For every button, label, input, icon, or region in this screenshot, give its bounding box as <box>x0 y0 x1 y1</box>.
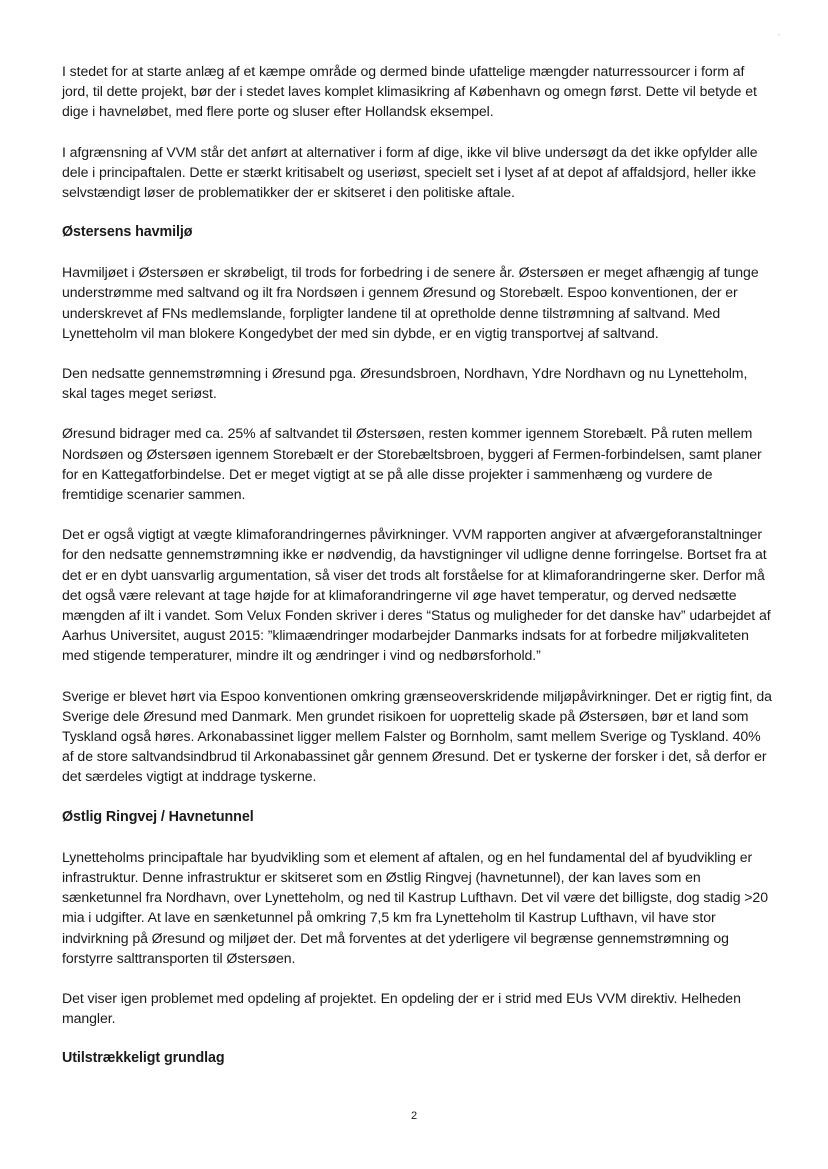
ringvej-paragraph-2: Det viser igen problemet med opdeling af projektet. En opdeling der er i strid med EUs VVM direktiv. Helheden mangler. <box>62 989 741 1027</box>
havmiljo-paragraph-4: Det er også vigtigt at vægte klimaforandringernes påvirkninger. VVM rapporten angiver at afværgeforanstaltninger for den nedsatte gennemstrømning ikke er nødvendig, da havstigninger vil udligne denne forringelse. Bortset fra at det er en dybt uansvarlig argumentation, så viser det trods alt forståelse for at klimaforandringerne sker. Derfor må det også være relevant at tage højde for at klimaforandringerne vil øge havet temperatur, og derved nedsætte mængden af ilt i vandet. Som Velux Fonden skriver i deres “Status og muligheder for det danske hav” udarbejdet af Aarhus Universitet, august 2015: ”klimaændringer modarbejder Danmarks indsats for at forbedre miljøkvaliteten med stigende temperaturer, mindre ilt og ændringer i vind og nedbørsforhold.” <box>62 526 771 664</box>
havmiljo-paragraph-3: Øresund bidrager med ca. 25% af saltvandet til Østersøen, resten kommer igennem Storebælt. På ruten mellem Nordsøen og Østersøen igennem Storebælt er der Storebæltsbroen, byggeri af Fermen-forbindelsen, samt planer for en Kattegatforbindelse. Det er meget vigtigt at se på alle disse projekter i sammenhæng og vurdere de fremtidige scenarier sammen. <box>62 425 762 503</box>
intro-paragraph-2: I afgrænsning af VVM står det anført at alternativer i form af dige, ikke vil blive undersøgt da det ikke opfylder alle dele i principaftalen. Dette er stærkt kritisabelt og useriøst, specielt set i lyset af at depot af affaldsjord, heller ikke selvstændigt løser de problematikker der er skitseret i den politiske aftale. <box>62 143 758 201</box>
corner-mark: - <box>777 30 780 39</box>
section-heading-ringvej: Østlig Ringvej / Havnetunnel <box>62 808 254 825</box>
havmiljo-paragraph-5: Sverige er blevet hørt via Espoo konventionen omkring grænseoverskridende miljøpåvirkninger. Det er rigtig fint, da Sverige dele Øresund med Danmark. Men grundet risikoen for uoprettelig skade på Østersøen, bør et land som Tyskland også høres. Arkonabassinet ligger mellem Falster og Bornholm, samt mellem Sverige og Tyskland. 40% af de store saltvandsindbrud til Arkonabassinet går gennem Øresund. Det er tyskerne der forsker i det, så derfor er det særdeles vigtigt at inddrage tyskerne. <box>62 687 772 785</box>
document-body <box>62 61 774 1088</box>
section-heading-havmiljo: Østersens havmiljø <box>62 224 193 241</box>
page-number: 2 <box>410 1110 418 1122</box>
section-heading-grundlag: Utilstrækkeligt grundlag <box>62 1050 225 1067</box>
ringvej-paragraph-1: Lynetteholms principaftale har byudvikling som et element af aftalen, og en hel fundamental del af byudvikling er infrastruktur. Denne infrastruktur er skitseret som en Østlig Ringvej (havnetunnel), der kan laves som en sænketunnel fra Nordhavn, over Lynetteholm, og ned til Kastrup Lufthavn. Det vil være det billigste, dog stadig >20 mia i udgifter. At lave en sænketunnel på omkring 7,5 km fra Lynetteholm til Kastrup Lufthavn, vil have stor indvirkning på Øresund og miljøet der. Det må forventes at det yderligere vil begrænse gennemstrømning og forstyrre salttransporten til Østersøen. <box>62 848 768 966</box>
intro-paragraph-1: I stedet for at starte anlæg af et kæmpe område og dermed binde ufattelige mængder naturressourcer i form af jord, til dette projekt, bør der i stedet laves komplet klimasikring af København og omegn først. Dette vil betyde et dige i havneløbet, med flere porte og sluser efter Hollandsk eksempel. <box>62 63 757 120</box>
havmiljo-paragraph-2: Den nedsatte gennemstrømning i Øresund pga. Øresundsbroen, Nordhavn, Ydre Nordhavn og nu Lynetteholm, skal tages meget seriøst. <box>62 365 748 402</box>
havmiljo-paragraph-1: Havmiljøet i Østersøen er skrøbeligt, til trods for forbedring i de senere år. Østersøen er meget afhængig af tunge understrømme med saltvand og ilt fra Nordsøen i gennem Øresund og Storebælt. Espoo konventionen, der er underskrevet af FNs medlemslande, forpligter landene til at opretholde denne tilstrømning af saltvand. Med Lynetteholm vil man blokere Kongedybet der med sin dybde, er en vigtig transportvej af saltvand. <box>62 264 759 341</box>
